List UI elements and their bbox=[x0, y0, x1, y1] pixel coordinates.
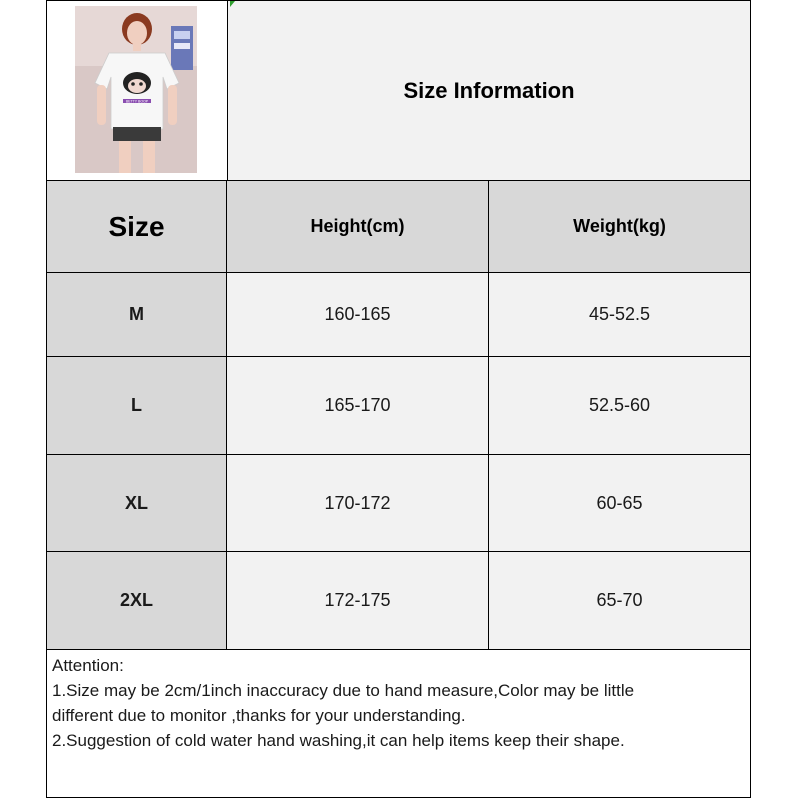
right-leg bbox=[143, 141, 155, 173]
size-chart bbox=[46, 0, 751, 798]
height-cell: 160-165 bbox=[227, 273, 489, 356]
shirt-print-text: BETTY BOOP bbox=[125, 99, 149, 104]
page-title: Size Information bbox=[403, 77, 575, 103]
weight-cell: 60-65 bbox=[489, 455, 750, 551]
size-cell: 2XL bbox=[47, 552, 227, 649]
height-cell: 170-172 bbox=[227, 455, 489, 551]
product-photo bbox=[47, 1, 227, 180]
column-header-weight: Weight(kg) bbox=[489, 181, 750, 272]
face bbox=[127, 21, 147, 45]
shorts bbox=[113, 127, 161, 141]
left-leg bbox=[119, 141, 131, 173]
table-row bbox=[47, 357, 750, 455]
left-arm bbox=[97, 85, 106, 125]
header-row bbox=[47, 1, 750, 181]
weight-cell: 52.5-60 bbox=[489, 357, 750, 454]
title-cell bbox=[228, 1, 750, 180]
attention-notes bbox=[47, 650, 750, 753]
table-row bbox=[47, 552, 750, 650]
size-cell: L bbox=[47, 357, 227, 454]
right-arm bbox=[168, 85, 177, 125]
size-cell: XL bbox=[47, 455, 227, 551]
height-cell: 172-175 bbox=[227, 552, 489, 649]
weight-cell: 45-52.5 bbox=[489, 273, 750, 356]
size-cell: M bbox=[47, 273, 227, 356]
notes-line: 2.Suggestion of cold water hand washing,it can help items keep their shape. bbox=[52, 731, 625, 750]
table-row bbox=[47, 273, 750, 357]
green-corner-mark bbox=[230, 1, 235, 7]
size-table bbox=[47, 181, 750, 650]
column-header-height: Height(cm) bbox=[227, 181, 489, 272]
notes-line: 1.Size may be 2cm/1inch inaccuracy due to hand measure,Color may be little bbox=[52, 681, 635, 700]
column-header-size: Size bbox=[47, 181, 227, 272]
notes-heading: Attention: bbox=[52, 656, 124, 675]
weight-cell: 65-70 bbox=[489, 552, 750, 649]
product-photo-cell bbox=[47, 1, 228, 180]
notes-line: different due to monitor ,thanks for your understanding. bbox=[52, 706, 466, 725]
table-header-row bbox=[47, 181, 750, 273]
height-cell: 165-170 bbox=[227, 357, 489, 454]
table-row bbox=[47, 455, 750, 552]
